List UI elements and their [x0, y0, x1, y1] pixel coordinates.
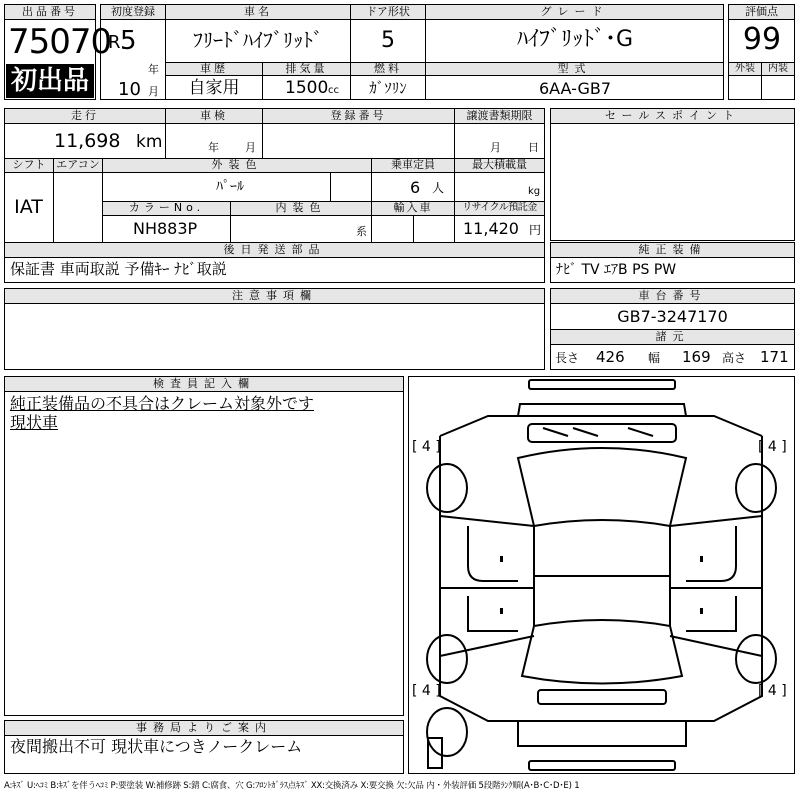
sales-point-label: セールスポイント: [550, 108, 795, 124]
fuel: ｶﾞｿﾘﾝ: [369, 79, 407, 97]
mileage-unit: km: [136, 132, 163, 152]
month-unit: 月: [148, 85, 159, 98]
width-label: 幅: [648, 351, 661, 365]
history: 自家用: [188, 78, 240, 98]
tire-front-left-tread: [ 4 ]: [412, 439, 441, 455]
inspector-line-2: 現状車: [10, 413, 59, 432]
history-label: 車歴: [165, 62, 263, 76]
car-diagram: [408, 376, 795, 774]
rear-bumper-outline: [529, 761, 675, 770]
length-label: 長さ: [555, 351, 580, 365]
chassis-number: GB7-3247170: [617, 307, 728, 326]
parts: 保証書 車両取説 予備ｷｰ ﾅﾋﾞ取説: [10, 260, 227, 278]
first-reg-month: 10: [118, 79, 141, 100]
era: R: [108, 32, 121, 53]
spec-label: 諸元: [550, 329, 795, 345]
left-door-lines: [440, 516, 534, 656]
rear-window-outline: [522, 620, 682, 684]
inspection-year-unit: 年: [208, 141, 219, 154]
doors: 5: [381, 28, 395, 53]
reg-no-label: 登録番号: [262, 108, 455, 124]
doors-label: ドア形状: [350, 4, 426, 20]
exterior-color-label: 外装色: [102, 158, 372, 173]
shift-label: シフト: [4, 158, 54, 173]
office-label: 事務局よりご案内: [4, 720, 404, 736]
capacity: 6: [410, 178, 421, 197]
mileage: 11,698: [54, 130, 121, 152]
capacity-label: 乗車定員: [371, 158, 455, 173]
sales-point-box: [550, 108, 795, 241]
max-load-label: 最大積載量: [454, 158, 545, 173]
chassis-label: 車台番号: [550, 288, 795, 304]
lot-number: 75070: [8, 22, 112, 62]
score-label: 評価点: [728, 4, 795, 20]
body-outline: [440, 436, 762, 721]
transfer-label: 譲渡書類期限: [454, 108, 545, 124]
lot-number-label: 出品番号: [4, 4, 96, 20]
front-grille-outline: [528, 424, 676, 442]
tire-rear-left-tread: [ 4 ]: [412, 683, 441, 699]
model-code-label: 型式: [425, 62, 724, 76]
interior-grade-label: 内装: [761, 62, 795, 76]
tire-front-right-tread: [ 4 ]: [758, 439, 787, 455]
grade: ﾊｲﾌﾞﾘｯﾄﾞ･G: [516, 27, 634, 52]
color-no-label: カラーNo.: [102, 201, 231, 216]
first-listing-badge: 初出品: [6, 64, 94, 98]
first-reg-year: 5: [120, 26, 137, 56]
transfer-day-unit: 日: [528, 141, 539, 154]
windscreen-outline: [518, 448, 686, 526]
inspection-label: 車検: [165, 108, 263, 124]
capacity-unit: 人: [432, 181, 445, 195]
aircon-label: エアコン: [53, 158, 103, 173]
width: 169: [682, 348, 711, 366]
model-code: 6AA-GB7: [538, 79, 612, 98]
length: 426: [596, 348, 625, 366]
tire-front-left-outline: [427, 464, 467, 512]
equipment-label: 純正装備: [550, 242, 795, 258]
recycle-label: リサイクル預託金: [454, 201, 545, 216]
office-text: 夜間搬出不可 現状車につきノークレーム: [10, 737, 303, 756]
spare-tire-outline: [427, 708, 467, 756]
tire-rear-left-outline: [427, 635, 467, 683]
grade-label: グレード: [425, 4, 724, 20]
max-load-unit: kg: [528, 186, 541, 197]
inspector-label: 検査員記入欄: [4, 376, 404, 392]
equipment: ﾅﾋﾞ TV ｴｱB PS PW: [556, 262, 677, 278]
height-label: 高さ: [722, 351, 747, 365]
notes-label: 注意事項欄: [4, 288, 545, 304]
first-reg-label: 初度登録: [100, 4, 166, 20]
recycle-unit: 円: [529, 223, 542, 237]
import-label: 輸入車: [371, 201, 455, 216]
car-name-label: 車名: [165, 4, 351, 20]
interior-color-label: 内装色: [230, 201, 372, 216]
inspector-line-1: 純正装備品の不具合はクレーム対象外です: [10, 394, 315, 413]
legend: A:ｷｽﾞ U:ﾍｺﾐ B:ｷｽﾞを伴うﾍｺﾐ P:要塗装 W:補修跡 S:錆 C:腐食、穴 G:ﾌﾛﾝﾄｶﾞﾗｽ点ｷｽﾞ XX:交換済み X:要交換 欠:欠品 内・外装評価 5段階ﾗﾝｸ順(A･B･C･D･E) 1: [4, 781, 580, 791]
exterior-grade-label: 外装: [728, 62, 762, 76]
mileage-label: 走行: [4, 108, 166, 124]
year-unit: 年: [148, 63, 159, 76]
displacement-unit: cc: [328, 85, 339, 96]
tire-front-right-outline: [736, 464, 776, 512]
car-name: ﾌﾘｰﾄﾞﾊｲﾌﾞﾘｯﾄﾞ: [193, 28, 323, 52]
displacement-label: 排気量: [262, 62, 351, 76]
fuel-label: 燃料: [350, 62, 426, 76]
shift: IAT: [14, 196, 43, 218]
displacement: 1500: [285, 78, 329, 98]
tire-rear-right-tread: [ 4 ]: [758, 683, 787, 699]
exterior-color: ﾊﾟｰﾙ: [216, 179, 244, 195]
recycle-fee: 11,420: [463, 219, 519, 238]
parts-label: 後日発送部品: [4, 242, 545, 258]
front-end-outline: [440, 416, 762, 436]
height: 171: [760, 348, 789, 366]
inspector-box: [4, 376, 404, 716]
score: 99: [742, 22, 782, 57]
right-door-lines: [670, 516, 762, 656]
transfer-month-unit: 月: [490, 141, 501, 154]
tire-rear-right-outline: [736, 635, 776, 683]
front-bumper-outline: [529, 380, 675, 389]
interior-color-unit: 系: [356, 225, 367, 238]
inspection-month-unit: 月: [245, 141, 256, 154]
color-no: NH883P: [133, 219, 198, 238]
